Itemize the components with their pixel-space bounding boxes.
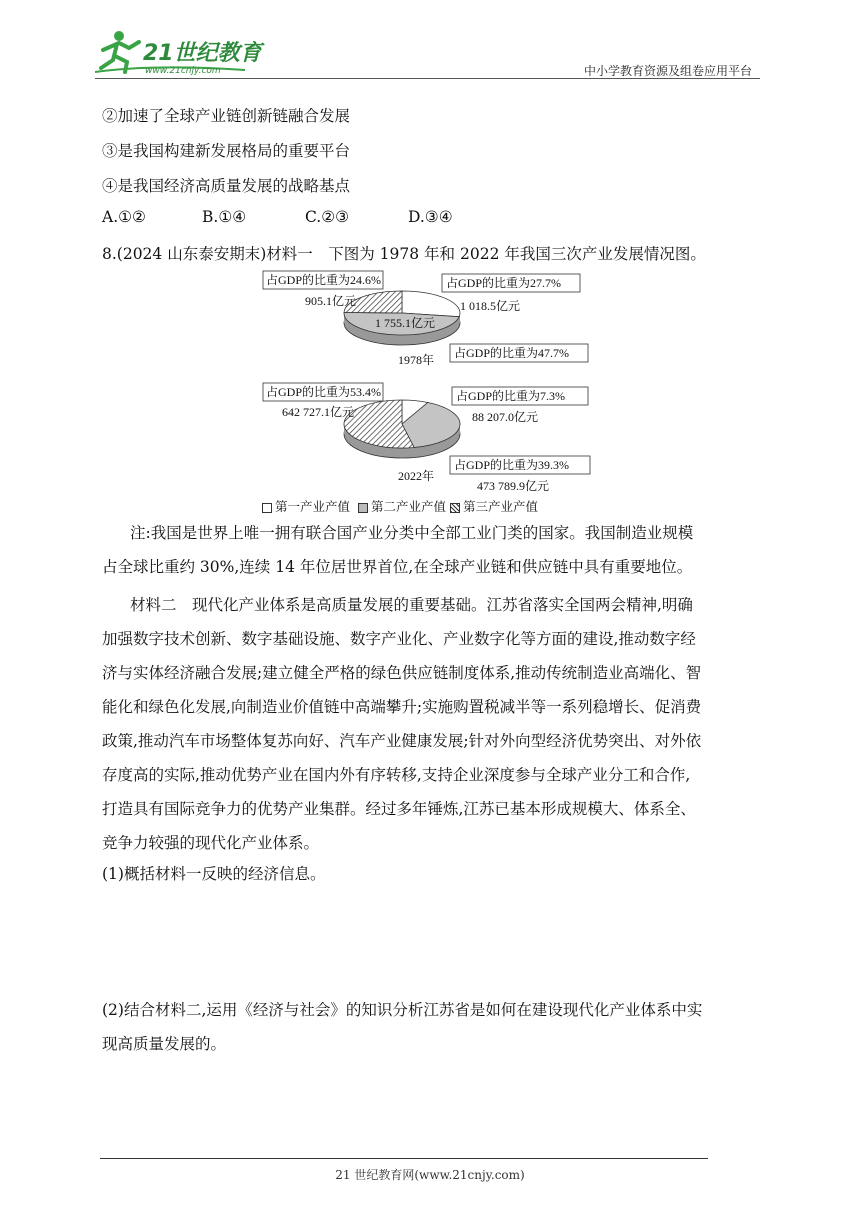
note-line-2: 占全球比重约 30%,连续 14 年位居世界首位,在全球产业链和供应链中具有重要地位。	[102, 558, 693, 576]
footer-site: 21 世纪教育网(www.21cnjy.com)	[335, 1168, 525, 1182]
legend-tertiary: 第三产业产值	[462, 499, 538, 514]
label-1978-secondary-value: 1 755.1亿元	[375, 316, 436, 330]
label-2022-secondary-share: 占GDP的比重为39.3%	[454, 458, 570, 472]
label-2022-secondary-value: 473 789.9亿元	[477, 479, 550, 493]
material2-line-6: 存度高的实际,推动优势产业在国内外有序转移,支持企业深度参与全球产业分工和合作,	[102, 766, 691, 784]
svg-text:21世纪教育: 21世纪教育	[143, 41, 262, 66]
svg-text:www.21cnjy.com: www.21cnjy.com	[145, 66, 221, 76]
statement-3: ③是我国构建新发展格局的重要平台	[102, 142, 351, 160]
page-header	[95, 28, 760, 78]
industry-pie-charts	[260, 268, 600, 516]
material2-line-5: 政策,推动汽车市场整体复苏向好、汽车产业健康发展;针对外向型经济优势突出、对外依	[102, 732, 702, 750]
option-b: B.①④	[202, 208, 247, 226]
pie-2022	[344, 400, 460, 458]
label-2022-primary-value: 88 207.0亿元	[472, 410, 539, 424]
question-1: (1)概括材料一反映的经济信息。	[102, 865, 326, 883]
statement-4: ④是我国经济高质量发展的战略基点	[102, 177, 351, 195]
question-8-stem: 8.(2024 山东泰安期末)材料一 下图为 1978 年和 2022 年我国三次产业发展情况图。	[102, 245, 706, 263]
question-2-line-1: (2)结合材料二,运用《经济与社会》的知识分析江苏省是如何在建设现代化产业体系中实	[102, 1001, 703, 1019]
statement-2: ②加速了全球产业链创新链融合发展	[102, 107, 351, 125]
legend-primary: 第一产业产值	[275, 499, 351, 514]
material2-line-8: 竞争力较强的现代化产业体系。	[102, 834, 320, 852]
material2-line-2: 加强数字技术创新、数字基础设施、数字产业化、产业数字化等方面的建设,推动数字经	[102, 630, 696, 648]
legend-secondary: 第二产业产值	[370, 499, 446, 514]
option-c: C.②③	[305, 208, 350, 226]
label-2022-primary-share: 占GDP的比重为7.3%	[456, 389, 566, 403]
legend-swatch-secondary	[358, 503, 368, 513]
pie-2022-title: 2022年	[398, 469, 435, 483]
header-divider	[95, 78, 760, 79]
label-1978-secondary-share: 占GDP的比重为47.7%	[454, 346, 570, 360]
pie-1978-slice-primary	[402, 291, 460, 317]
option-a: A.①②	[102, 208, 146, 226]
material2-line-4: 能化和绿色化发展,向制造业价值链中高端攀升;实施购置税减半等一系列稳增长、促消费	[102, 698, 702, 716]
logo-21cnjy	[95, 28, 270, 76]
label-1978-primary-value: 1 018.5亿元	[460, 299, 521, 313]
question-2-line-2: 现高质量发展的。	[102, 1035, 227, 1053]
label-1978-primary-share: 占GDP的比重为27.7%	[446, 276, 562, 290]
footer-divider	[100, 1158, 708, 1159]
label-1978-tertiary-share: 占GDP的比重为24.6%	[266, 273, 382, 287]
legend-swatch-primary	[262, 503, 272, 513]
material2-line-1: 材料二 现代化产业体系是高质量发展的重要基础。江苏省落实全国两会精神,明确	[130, 596, 693, 614]
note-line-1: 注:我国是世界上唯一拥有联合国产业分类中全部工业门类的国家。我国制造业规模	[130, 524, 694, 542]
pie-chart-svg	[260, 268, 600, 516]
chart-legend	[262, 497, 538, 515]
legend-swatch-tertiary	[450, 503, 460, 513]
platform-name: 中小学教育资源及组卷应用平台	[583, 64, 752, 78]
label-2022-tertiary-share: 占GDP的比重为53.4%	[266, 385, 382, 399]
material2-line-3: 济与实体经济融合发展;建立健全严格的绿色供应链制度体系,推动传统制造业高端化、智	[102, 664, 702, 682]
label-1978-tertiary-value: 905.1亿元	[305, 294, 357, 308]
label-2022-tertiary-value: 642 727.1亿元	[282, 405, 355, 419]
pie-1978-title: 1978年	[398, 353, 435, 367]
material2-line-7: 打造具有国际竞争力的优势产业集群。经过多年锤炼,江苏已基本形成规模大、体系全、	[102, 800, 696, 818]
option-d: D.③④	[408, 208, 453, 226]
